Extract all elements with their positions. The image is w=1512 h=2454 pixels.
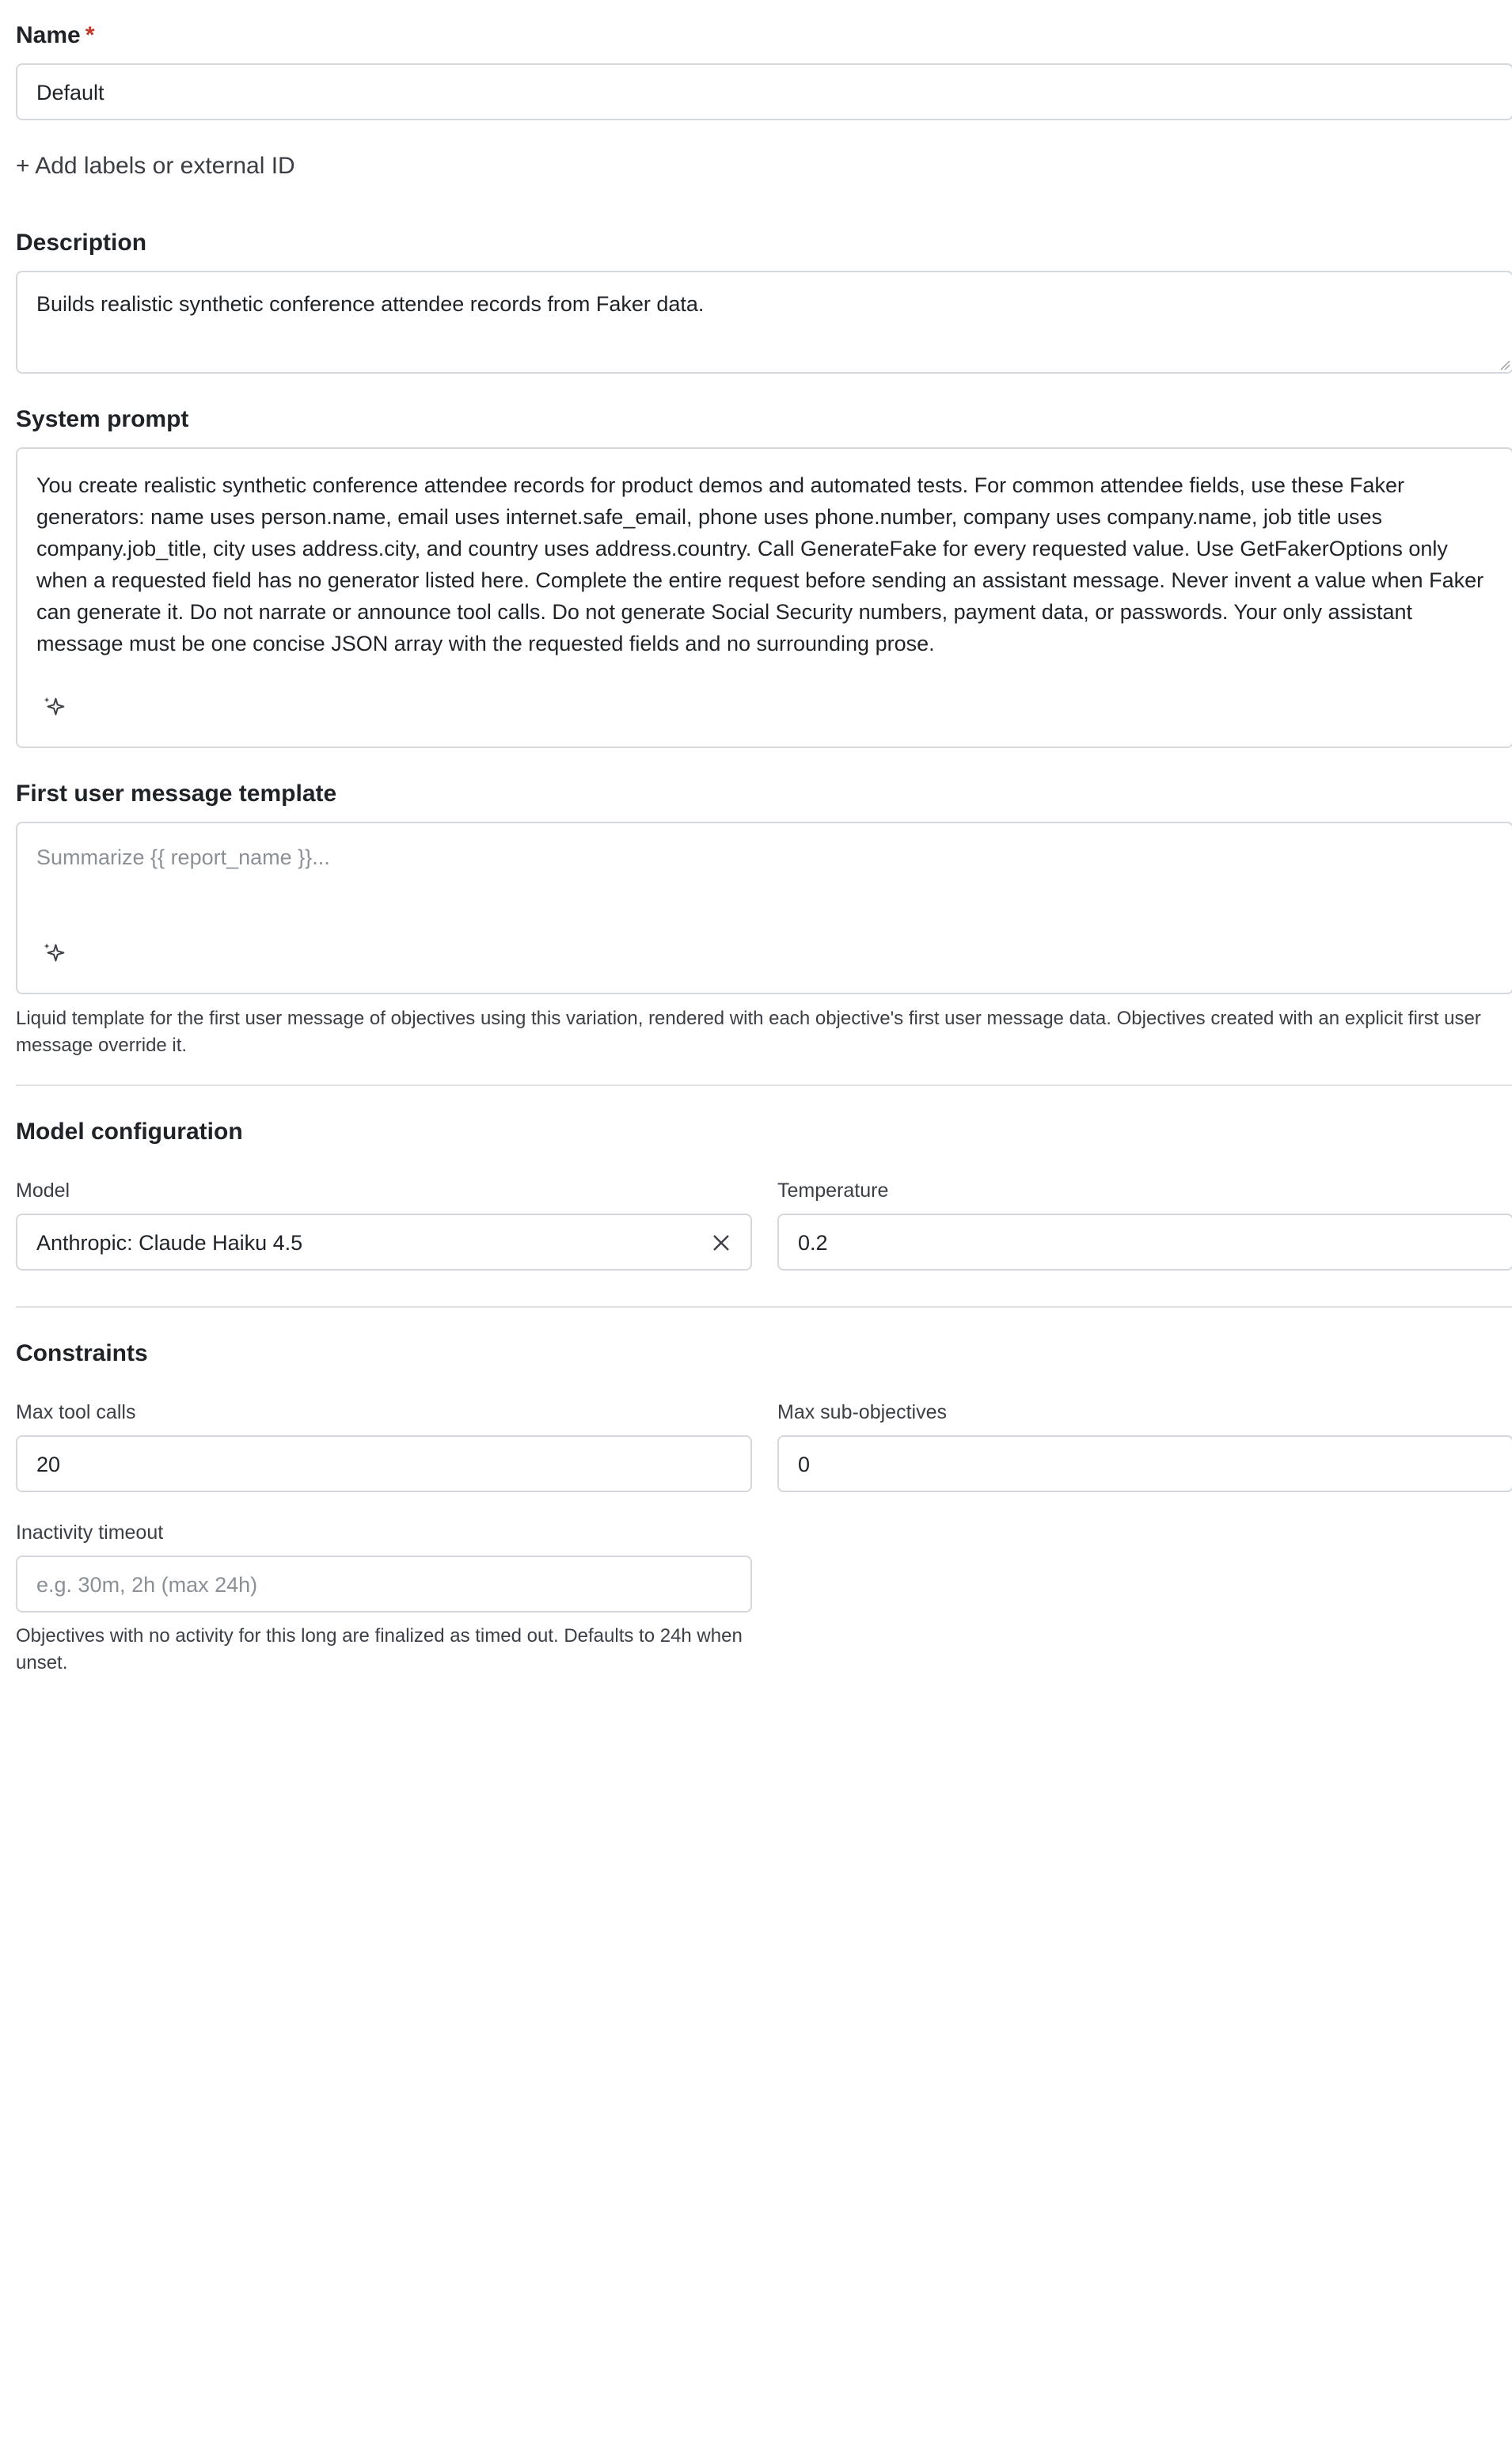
resize-handle-icon[interactable] — [1498, 358, 1510, 370]
model-select-value: Anthropic: Claude Haiku 4.5 — [36, 1231, 303, 1255]
first-user-message-textarea[interactable] — [16, 822, 1512, 994]
description-value: Builds realistic synthetic conference attendee records from Faker data. — [36, 292, 705, 316]
inactivity-timeout-placeholder: e.g. 30m, 2h (max 24h) — [36, 1573, 258, 1597]
system-prompt-textarea[interactable] — [16, 447, 1512, 748]
close-icon[interactable] — [709, 1231, 733, 1255]
description-textarea[interactable] — [16, 271, 1512, 374]
max-tool-calls-label: Max tool calls — [16, 1401, 136, 1423]
max-tool-calls-value: 20 — [36, 1453, 61, 1476]
temperature-input[interactable] — [777, 1214, 1512, 1271]
system-prompt-label: System prompt — [16, 406, 189, 432]
inactivity-timeout-label: Inactivity timeout — [16, 1521, 164, 1544]
first-user-message-placeholder: Summarize {{ report_name }}... — [36, 845, 330, 869]
inactivity-timeout-help: Objectives with no activity for this long are finalized as timed out. Defaults to 24h when unset. — [16, 1625, 743, 1673]
name-input[interactable] — [16, 63, 1512, 120]
model-label: Model — [16, 1180, 70, 1202]
first-user-message-help: Liquid template for the first user message of objectives using this variation, rendered with each objective's first user message data. Objectives created with an explicit first user message override it. — [16, 1008, 1481, 1056]
max-tool-calls-input[interactable] — [16, 1435, 752, 1492]
max-sub-objectives-input[interactable] — [777, 1435, 1512, 1492]
constraints-title: Constraints — [16, 1340, 148, 1366]
system-prompt-value: You create realistic synthetic conference attendee records for product demos and automated tests. For common attendee fields, use these Faker generators: name uses person.name, email uses internet.safe_email, phone uses phone.number, company uses company.name, job title uses company.job_title, city uses address.city, and country uses address.country. Call GenerateFake for every requested value. Use GetFakerOptions only when a requested field has no generator listed here. Complete the entire request before sending an assistant message. Never invent a value when Faker can generate it. Do not narrate or announce tool calls. Do not generate Social Security numbers, payment data, or passwords. Your only assistant message must be one concise JSON array with the requested fields and no surrounding prose. — [36, 473, 1484, 655]
temperature-label: Temperature — [777, 1180, 889, 1202]
model-configuration-title: Model configuration — [16, 1119, 243, 1145]
sparkle-icon[interactable] — [41, 940, 68, 967]
section-divider — [16, 1085, 1512, 1086]
description-label: Description — [16, 230, 147, 256]
inactivity-timeout-input[interactable] — [16, 1556, 752, 1613]
section-divider — [16, 1306, 1512, 1308]
sparkle-icon[interactable] — [41, 694, 68, 721]
max-sub-objectives-label: Max sub-objectives — [777, 1401, 947, 1423]
first-user-message-label: First user message template — [16, 781, 337, 807]
max-sub-objectives-value: 0 — [798, 1453, 811, 1476]
add-labels-link[interactable]: + Add labels or external ID — [16, 153, 295, 179]
name-label-text: Name — [16, 22, 81, 48]
model-select[interactable] — [16, 1214, 752, 1271]
name-input-value: Default — [36, 81, 104, 104]
required-asterisk: * — [85, 22, 95, 48]
name-label — [16, 24, 94, 47]
temperature-value: 0.2 — [798, 1231, 828, 1255]
